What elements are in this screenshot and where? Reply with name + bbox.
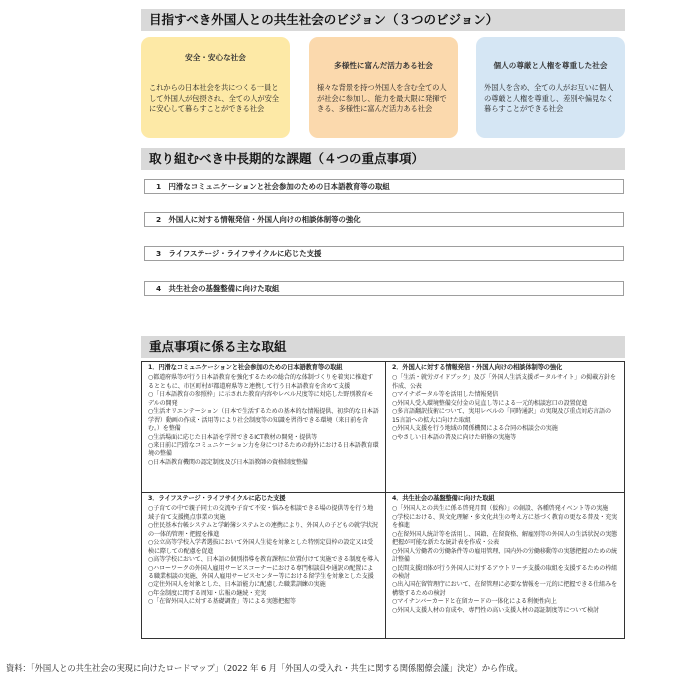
cell-title: 1．円滑なコミュニケーションと社会参加のための日本語教育等の取組 — [148, 364, 343, 371]
cell-item: ○高等学校において、日本語の個別指導を教育課程に位置付けて実施できる制度を導入 — [148, 556, 379, 564]
vision-title: 多様性に富んだ活力ある社会 — [334, 61, 433, 70]
cell-item: ○出入国在留管理庁において、在留管理に必要な情報を一元的に把握できる仕組みを構築するための検討 — [392, 581, 617, 597]
issue-item: 3 ライフステージ・ライフサイクルに応じた支援 — [144, 246, 624, 261]
cell-item: ○マイナンバーカードと在留カードの一体化による利便性向上 — [392, 598, 557, 606]
vision-body: 様々な背景を持つ外国人を含む全ての人が社会に参加し、能力を最大限に発揮できる、多様性に富んだ活力ある社会 — [317, 83, 447, 114]
cell-title: 4．共生社会の基盤整備に向けた取組 — [392, 495, 495, 502]
vision-title: 安全・安心な社会 — [185, 52, 246, 62]
cell-item: ○民間支援団体が行う外国人に対するアウトリーチ支援の取組を支援するための枠組の検討 — [392, 564, 618, 581]
cell-item: ○定住外国人を対象とした、日本語能力に配慮した職業訓練の実施 — [148, 581, 326, 589]
cell-item: ○「生活・就労ガイドブック」及び「外国人生活支援ポータルサイト」の掲載方針を作成、公表 — [392, 374, 616, 390]
cell-title: 3．ライフステージ・ライフサイクルに応じた支援 — [148, 495, 286, 502]
cell-item: ○外国人労働者の労働条件等の雇用管理、国内外の労働移動等の実態把握のための統計整備 — [392, 547, 618, 564]
vision-box-diversity — [309, 37, 458, 138]
vision-header: 目指すべき外国人との共生社会のビジョン（３つのビジョン） — [141, 9, 625, 31]
cell-item: ○住民基本台帳システムと学齢簿システムとの連携により、外国人の子どもの就学状況の一体的管理・把握を推進 — [148, 522, 378, 538]
cell-item: ○年金制度に関する周知・広報の継続・充実 — [148, 589, 267, 597]
cell-item: ○「外国人との共生に係る啓発月間（仮称）」の創設、各種啓発イベント等の実施 — [392, 505, 609, 513]
cell-item: ○多言語翻訳技術について、実用レベルの「同時通訳」の実現及び重点対応言語の15言語への拡大に向けた取組 — [392, 408, 611, 424]
cell-item: ○都道府県等が行う日本語教育を強化するための総合的な体制づくりを着実に推進するとともに、市区町村が都道府県等と連携して行う日本語教育を含めて支援 — [148, 374, 374, 390]
cell-item: ○外国人支援を行う地域の関係機関による合同の相談会の実施 — [392, 425, 558, 433]
issue-item: 4 共生社会の基盤整備に向けた取組 — [144, 281, 624, 296]
issue-item: 2 外国人に対する情報発信・外国人向けの相談体制等の強化 — [144, 212, 624, 227]
vision-box-safe — [141, 37, 290, 138]
cell-item: ○マイナポータル等を活用した情報発信 — [392, 391, 499, 399]
cell-item: ○「日本語教育の参照枠」に示された教育内容やレベル尺度等に対応した野別教育モデルの開発 — [148, 391, 374, 407]
cell-item: ○公立高等学校入学者選抜において外国人生徒を対象とした特別定員枠の設定又は受検に際しての配慮を促進 — [148, 539, 374, 555]
actions-cell-2 — [386, 362, 624, 493]
issue-item: 1 円滑なコミュニケーションと社会参加のための日本語教育等の取組 — [144, 179, 624, 194]
cell-item: ○「在留外国人に対する基礎調査」等による実態把握等 — [148, 598, 296, 606]
vision-title: 個人の尊厳と人権を尊重した社会 — [493, 61, 608, 70]
actions-table — [141, 361, 625, 639]
actions-header: 重点事項に係る主な取組 — [141, 336, 625, 358]
cell-item: ○学校における、異文化理解・多文化共生の考え方に基づく教育の更なる普及・充実を推進 — [392, 513, 618, 530]
cell-item: ○日本語教育機関の認定制度及び日本語教師の資格制度整備 — [148, 458, 308, 466]
actions-cell-4 — [386, 493, 624, 638]
cell-item: ○やさしい日本語の普及に向けた研修の実施等 — [392, 433, 517, 441]
cell-item: ○生活場面に応じた日本語を学習できるICT教材の開発・提供等 — [148, 433, 318, 441]
cell-item: ○在留外国人統計等を活用し、国籍、在留資格、解雇別等の外国人の生活状況の実態把握が可能な新たな統計表を作成・公表 — [392, 530, 618, 547]
actions-cell-1 — [142, 362, 386, 493]
issues-header: 取り組むべき中長期的な課題（４つの重点事項） — [141, 148, 625, 170]
cell-item: ○来日前に円滑なコミュニケーション力を身につけるための海外における日本語教育環境の整備 — [148, 442, 379, 458]
cell-item: ○外国人支援人材の育成や、専門性の高い支援人材の認証制度等について検討 — [392, 606, 600, 614]
cell-item: ○外国人受入環境整備交付金の見直し等による一元的相談窓口の設置促進 — [392, 399, 588, 407]
cell-item: ○生活オリエンテーション（日本で生活するための基本的な情報提供、初歩的な日本語学習）動画の作成・活用等により社会制度等の知識を習得できる環境（来日前を含む。）を整備 — [148, 408, 379, 433]
source-note: 資料：「外国人との共生社会の実現に向けたロードマップ」（2022 年 6 月「外国人の受入れ・共生に関する関係閣僚会議」決定）から作成。 — [6, 663, 523, 673]
vision-box-dignity — [476, 37, 625, 138]
cell-title: 2．外国人に対する情報発信・外国人向けの相談体制等の強化 — [392, 364, 563, 371]
vision-body: 外国人を含め、全ての人がお互いに個人の尊厳と人権を尊重し、差別や偏見なく暮らすことができる社会 — [484, 83, 614, 114]
cell-item: ○子育ての中で親子同士の交流や子育て不安・悩みを相談できる場の提供等を行う地域子育て支援拠点事業の実施 — [148, 505, 374, 521]
cell-item: ○ハローワークの外国人雇用サービスコーナーにおける専門相談員や通訳の配置による職業相談の実施、外国人雇用サービスセンター等における留学生を対象とした支援 — [148, 564, 374, 581]
actions-cell-3 — [142, 493, 386, 638]
vision-body: これからの日本社会を共につくる一員として外国人が包摂され、全ての人が安全に安心して暮らすことができる社会 — [149, 83, 279, 114]
